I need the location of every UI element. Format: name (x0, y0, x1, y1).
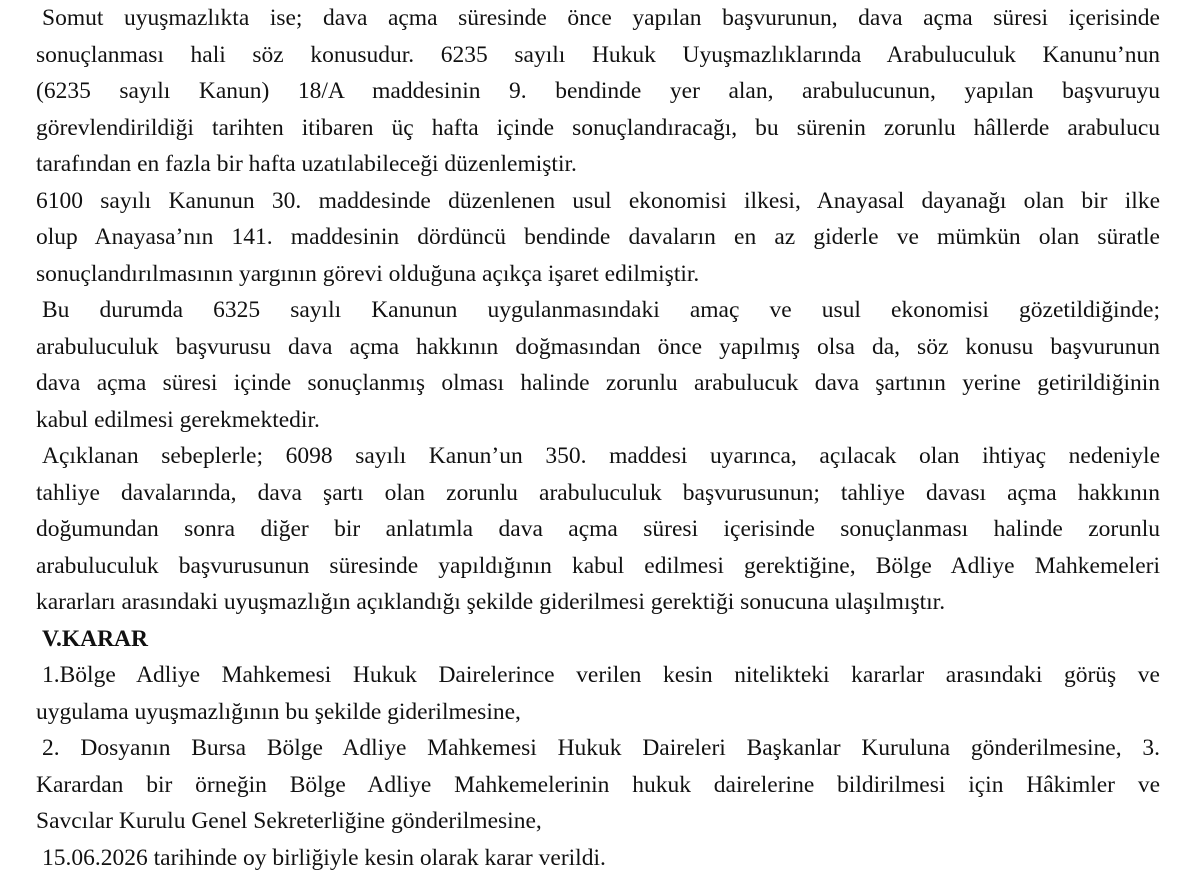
section-heading-karar: V.KARAR (36, 621, 1160, 658)
decision-line: 1.Bölge Adliye Mahkemesi Hukuk Dairelerince verilen kesin nitelikteki kararlar arasındaki görüş ve (36, 657, 1160, 694)
paragraph-line: arabuluculuk başvurusunun süresinde yapıldığının kabul edilmesi gerektiğine, Bölge Adliye Mahkemeleri (36, 548, 1160, 585)
paragraph-line: 6100 sayılı Kanunun 30. maddesinde düzenlenen usul ekonomisi ilkesi, Anayasal dayanağı olan bir ilke (36, 183, 1160, 220)
paragraph-somut-uyusmazlik (36, 0, 1160, 183)
paragraph-line: olup Anayasa’nın 141. maddesinin dördüncü bendinde davaların en az giderle ve mümkün olan süratle (36, 219, 1160, 256)
decision-line: uygulama uyuşmazlığının bu şekilde giderilmesine, (36, 694, 1160, 731)
paragraph-line: tahliye davalarında, dava şartı olan zorunlu arabuluculuk başvurusunun; tahliye davası açma hakkının (36, 475, 1160, 512)
decision-line: Savcılar Kurulu Genel Sekreterliğine gönderilmesine, (36, 803, 1160, 840)
paragraph-line: Bu durumda 6325 sayılı Kanunun uygulanmasındaki amaç ve usul ekonomisi gözetildiğinde; (36, 292, 1160, 329)
paragraph-aciklanan-sebeplerle (36, 438, 1160, 621)
decision-item-2 (36, 730, 1160, 840)
decision-line: Karardan bir örneğin Bölge Adliye Mahkemelerinin hukuk dairelerine bildirilmesi için Hâkimler ve (36, 767, 1160, 804)
decision-closing: 15.06.2026 tarihinde oy birliğiyle kesin olarak karar verildi. (36, 840, 1160, 876)
decision-line: 2. Dosyanın Bursa Bölge Adliye Mahkemesi Hukuk Daireleri Başkanlar Kuruluna gönderilmesine, 3. (36, 730, 1160, 767)
paragraph-line: kabul edilmesi gerekmektedir. (36, 402, 1160, 439)
decision-item-1 (36, 657, 1160, 730)
paragraph-line: kararları arasındaki uyuşmazlığın açıklandığı şekilde giderilmesi gerektiği sonucuna ulaşılmıştır. (36, 584, 1160, 621)
paragraph-line: sonuçlanması hali söz konusudur. 6235 sayılı Hukuk Uyuşmazlıklarında Arabuluculuk Kanunu’nun (36, 37, 1160, 74)
paragraph-line: dava açma süresi içinde sonuçlanmış olması halinde zorunlu arabulucuk dava şartının yerine getirildiğinin (36, 365, 1160, 402)
paragraph-bu-durumda (36, 292, 1160, 438)
paragraph-usul-ekonomisi (36, 183, 1160, 293)
paragraph-line: Somut uyuşmazlıkta ise; dava açma süresinde önce yapılan başvurunun, dava açma süresi içerisinde (36, 0, 1160, 37)
paragraph-line: doğumundan sonra diğer bir anlatımla dava açma süresi içerisinde sonuçlanması halinde zorunlu (36, 511, 1160, 548)
paragraph-line: görevlendirildiği tarihten itibaren üç hafta içinde sonuçlandıracağı, bu sürenin zorunlu hâllerde arabulucu (36, 110, 1160, 147)
paragraph-line: sonuçlandırılmasının yargının görevi olduğuna açıkça işaret edilmiştir. (36, 256, 1160, 293)
paragraph-line: arabuluculuk başvurusu dava açma hakkının doğmasından önce yapılmış olsa da, söz konusu başvurunun (36, 329, 1160, 366)
paragraph-line: Açıklanan sebeplerle; 6098 sayılı Kanun’un 350. maddesi uyarınca, açılacak olan ihtiyaç nedeniyle (36, 438, 1160, 475)
paragraph-line: tarafından en fazla bir hafta uzatılabileceği düzenlemiştir. (36, 146, 1160, 183)
paragraph-line: (6235 sayılı Kanun) 18/A maddesinin 9. bendinde yer alan, arabulucunun, yapılan başvuruyu (36, 73, 1160, 110)
